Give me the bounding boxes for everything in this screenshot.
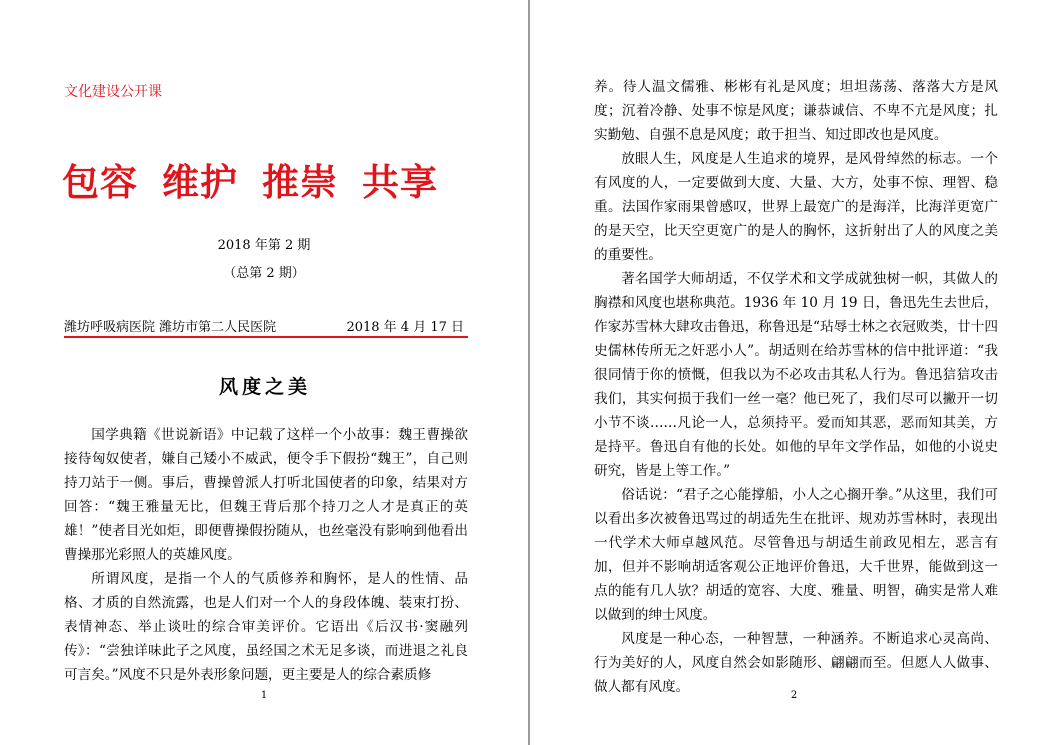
red-divider [64,336,468,338]
page-number: 1 [260,690,268,701]
right-article-body [594,75,998,699]
paragraph: 放眼人生，风度是人生追求的境界，是风骨绰然的标志。一个有风度的人，一定要做到大度、大量、大方，处事不惊、理智、稳重。法国作家雨果曾感叹，世界上最宽广的是海洋，比海洋更宽广的是天空，比天空更宽广的是人的胸怀，这折射出了人的风度之美的重要性。 [594,151,998,263]
headline-word-1: 包容 [62,161,138,204]
left-page [0,0,527,745]
paragraph: 俗话说：“君子之心能撑船，小人之心搁开拳。”从这里，我们可以看出多次被鲁迅骂过的胡适先生在批评、规劝苏雪林时，表现出一代学术大师卓越风范。尽管鲁迅与胡适生前政见相左，恶言有加，但并不影响胡适客观公正地评价鲁迅，大千世界，能做到这一点的能有几人欤？胡适的宽容、大度、雅量、明智，确实是常人难以做到的绅士风度。 [594,487,998,623]
headline [62,152,482,206]
paragraph: 所谓风度，是指一个人的气质修养和胸怀，是人的性情、品格、才质的自然流露，也是人们对一个人的身段体魄、装束打扮、表情神态、举止谈吐的综合审美评价。它语出《后汉书·窦融列传》：“尝独详味此子之风度，虽经国之术无足多谈，而进退之礼良可言矣。”风度不只是外表形象问题，更主要是人的综合素质修 [64,571,468,683]
masthead-line [64,316,466,335]
headline-word-4: 共享 [362,161,438,204]
left-article-body [64,423,468,687]
right-page [532,0,1058,745]
paragraph: 风度是一种心态，一种智慧，一种涵养。不断追求心灵高尚、行为美好的人，风度自然会如影随形、翩翩而至。但愿人人做事、做人都有风度。 [594,631,998,695]
issue-total: （总第 2 期） [223,266,305,281]
page-gutter [528,0,530,745]
issue-number: 2018 年第 2 期 [217,238,311,253]
paragraph: 国学典籍《世说新语》中记载了这样一个小故事：魏王曹操欲接待匈奴使者，嫌自己矮小不威武，便令手下假扮“魏王”，自己则持刀站于一侧。事后，曹操曾派人打听北国使者的印象，结果对方回答：“魏王雅量无比，但魏王背后那个持刀之人才是真正的英雄！”使者目光如炬，即便曹操假扮随从，也丝毫没有影响到他看出曹操那光彩照人的英雄风度。 [64,427,468,563]
article-title: 风度之美 [218,376,311,398]
organizations: 潍坊呼吸病医院 潍坊市第二人民医院 [64,320,277,335]
headline-word-2: 维护 [162,161,238,204]
series-label: 文化建设公开课 [64,84,162,100]
paragraph: 养。待人温文儒雅、彬彬有礼是风度；坦坦荡荡、落落大方是风度；沉着冷静、处事不惊是风度；谦恭诚信、不卑不亢是风度；扎实勤勉、自强不息是风度；敢于担当、知过即改也是风度。 [594,79,998,143]
publish-date: 2018 年 4 月 17 日 [346,320,464,335]
paragraph: 著名国学大师胡适，不仅学术和文学成就独树一帜，其做人的胸襟和风度也堪称典范。1936 年 10 月 19 日，鲁迅先生去世后，作家苏雪林大肆攻击鲁迅，称鲁迅是“玷辱士林之衣冠败类，廿十四史儒林传所无之奸恶小人”。胡适则在给苏雪林的信中批评道：“我很同情于你的愤慨，但我以为不必攻击其私人行为。鲁迅狺狺攻击我们，其实何损于我们一丝一毫？他已死了，我们尽可以撇开一切小节不谈……凡论一人，总须持平。爱而知其恶，恶而知其美，方是持平。鲁迅自有他的长处。如他的早年文学作品，如他的小说史研究，皆是上等工作。” [594,271,998,479]
page-number: 2 [790,690,798,701]
headline-word-3: 推崇 [262,161,338,204]
